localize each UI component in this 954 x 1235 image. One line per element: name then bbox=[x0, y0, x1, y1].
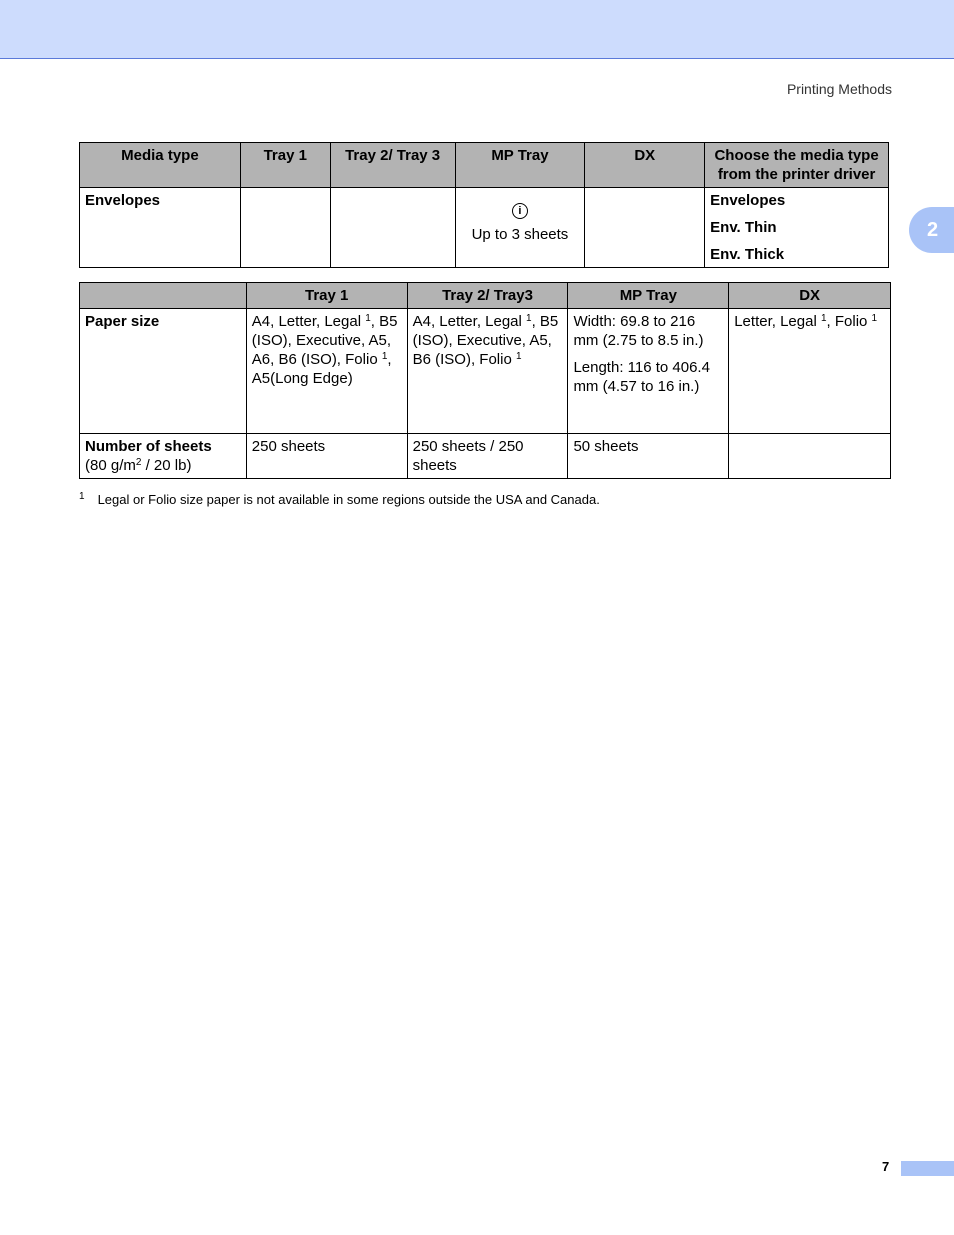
table-row bbox=[80, 309, 891, 434]
header-cell bbox=[80, 283, 247, 309]
header-cell: Media type bbox=[80, 143, 241, 188]
mp-width: Width: 69.8 to 216 mm (2.75 to 8.5 in.) bbox=[573, 313, 704, 349]
table-row bbox=[80, 434, 891, 479]
dx-cell bbox=[585, 188, 705, 268]
section-title: Printing Methods bbox=[786, 81, 892, 97]
tray1-cell bbox=[240, 188, 330, 268]
tray1-paper-size: A4, Letter, Legal $^1$, B5 (ISO), Executive, A5, A6, B6 (ISO), Folio $^1$, A5(Long Edge) bbox=[246, 309, 407, 434]
header-cell: Tray 1 bbox=[246, 283, 407, 309]
mp-tray-cell bbox=[455, 188, 585, 268]
table-header-row bbox=[80, 283, 891, 309]
paper-size-table bbox=[79, 282, 891, 479]
table-row bbox=[80, 188, 889, 268]
footnote bbox=[79, 491, 600, 507]
header-cell: Choose the media type from the printer driver bbox=[705, 143, 889, 188]
driver-option: Env. Thick bbox=[710, 246, 785, 263]
header-cell: Tray 1 bbox=[240, 143, 330, 188]
driver-option: Env. Thin bbox=[710, 219, 777, 236]
header-cell: MP Tray bbox=[455, 143, 585, 188]
table-header-row bbox=[80, 143, 889, 188]
page-number-bar bbox=[901, 1161, 954, 1176]
mp-tray-text: Up to 3 sheets bbox=[471, 226, 569, 243]
header-cell: DX bbox=[585, 143, 705, 188]
driver-options-cell bbox=[705, 188, 889, 268]
media-type-table bbox=[79, 142, 889, 268]
tray2-3-cell bbox=[330, 188, 455, 268]
driver-option: Envelopes bbox=[710, 192, 786, 209]
top-header-band bbox=[0, 0, 954, 59]
header-cell: DX bbox=[729, 283, 891, 309]
row-label: Paper size bbox=[80, 309, 247, 434]
dx-sheets bbox=[729, 434, 891, 479]
header-cell: MP Tray bbox=[568, 283, 729, 309]
mp-tray-sheets: 50 sheets bbox=[568, 434, 729, 479]
header-cell: Tray 2/ Tray 3 bbox=[330, 143, 455, 188]
tray1-sheets: 250 sheets bbox=[246, 434, 407, 479]
media-type-cell: Envelopes bbox=[80, 188, 241, 268]
tray2-paper-size: A4, Letter, Legal $^1$, B5 (ISO), Executive, A5, B6 (ISO), Folio $^1$ bbox=[407, 309, 568, 434]
row-label: Number of sheets (80 $g/m^2 / 20$ lb) bbox=[80, 434, 247, 479]
mp-tray-paper-size bbox=[568, 309, 729, 434]
dx-paper-size: Letter, Legal $^1$, Folio $^1$ bbox=[729, 309, 891, 434]
mp-length: Length: 116 to 406.4 mm (4.57 to 16 in.) bbox=[573, 359, 710, 395]
footnote-number: 1 bbox=[79, 491, 85, 502]
header-cell: Tray 2/ Tray3 bbox=[407, 283, 568, 309]
tray2-sheets: 250 sheets / 250 sheets bbox=[407, 434, 568, 479]
chapter-tab: 2 bbox=[909, 207, 954, 253]
info-icon: i bbox=[512, 203, 528, 219]
footnote-text: Legal or Folio size paper is not available in some regions outside the USA and Canada. bbox=[97, 492, 600, 507]
page-number: 7 bbox=[882, 1159, 890, 1174]
